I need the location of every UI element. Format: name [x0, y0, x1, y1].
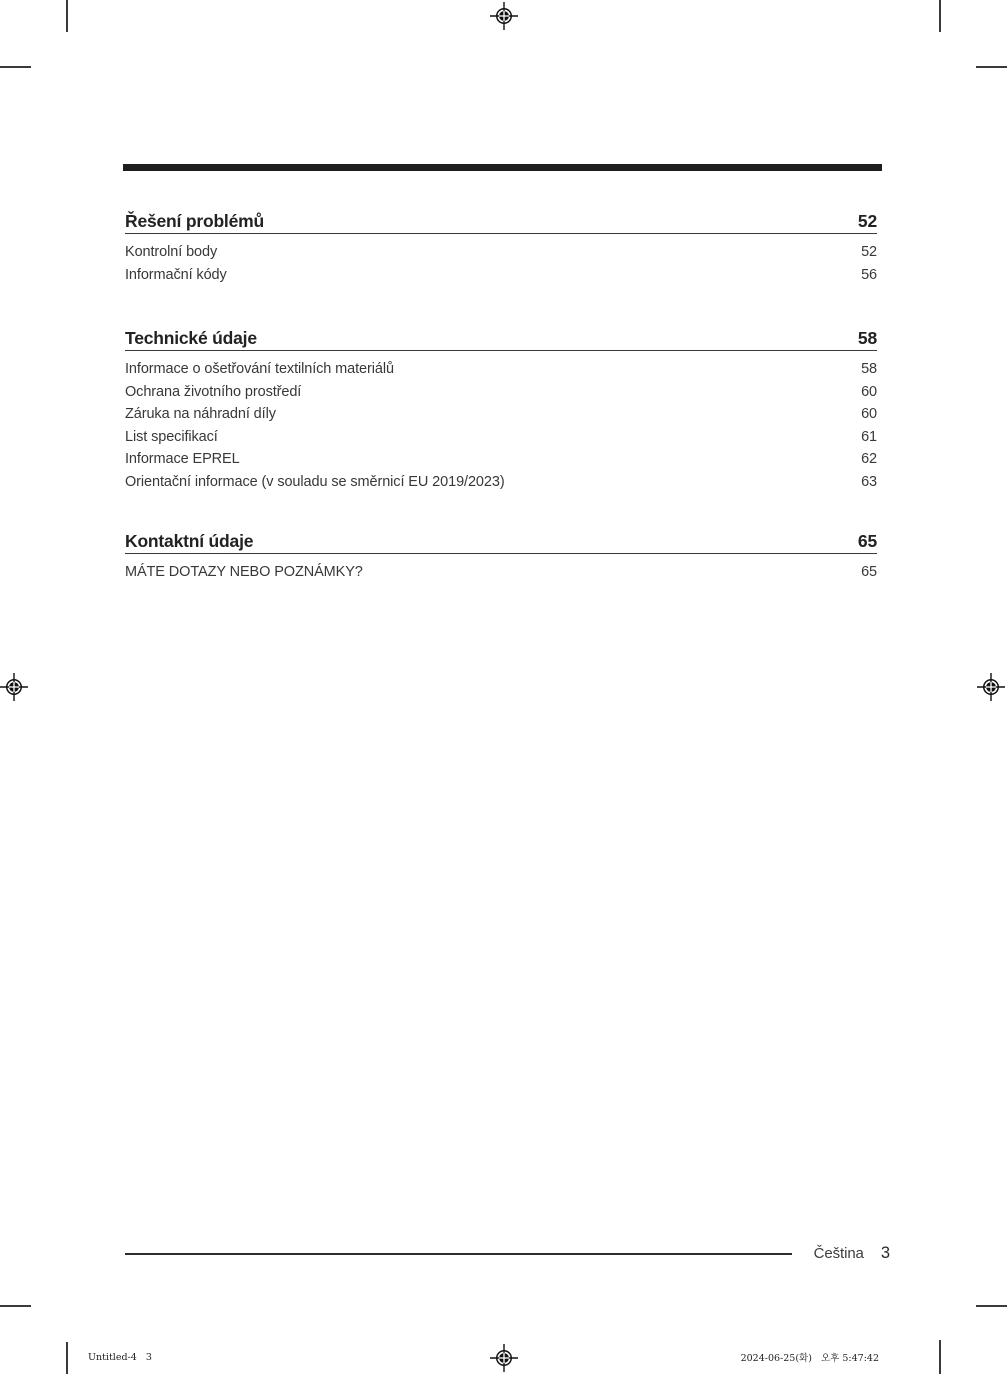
toc-item-label: Orientační informace (v souladu se směrnicí EU 2019/2023)	[125, 473, 505, 490]
toc-section-heading	[125, 326, 877, 351]
toc-item	[125, 471, 877, 494]
crop-mark-bottom-right-vertical	[939, 1340, 941, 1374]
toc-item-label: Informace o ošetřování textilních materiálů	[125, 361, 394, 377]
crop-mark-top-right-vertical	[939, 0, 941, 32]
toc-item	[125, 426, 877, 449]
toc-item-page: 61	[861, 428, 877, 445]
chapter-divider-rule	[123, 164, 882, 171]
toc-item-label: List specifikací	[125, 428, 218, 445]
toc-item-page: 62	[861, 451, 877, 467]
toc-item-label: Kontrolní body	[125, 244, 218, 260]
toc-section-page: 65	[857, 531, 877, 551]
registration-mark-bottom-icon	[490, 1344, 518, 1372]
footer-language-label: Čeština	[813, 1245, 864, 1262]
toc-section-items	[125, 561, 877, 584]
toc-section-title: Kontaktní údaje	[125, 531, 254, 551]
toc-item-label: MÁTE DOTAZY NEBO POZNÁMKY?	[125, 564, 363, 580]
crop-mark-top-left-vertical	[66, 0, 68, 32]
toc-item	[125, 561, 877, 584]
print-slug-timestamp: 2024-06-25(화) 오후 5:47:42	[740, 1353, 879, 1364]
toc-section-heading	[125, 529, 877, 554]
toc-item	[125, 448, 877, 471]
toc-item-page: 65	[861, 564, 877, 580]
toc-section-title: Technické údaje	[125, 328, 257, 348]
page-footer	[125, 1244, 890, 1263]
toc-item-page: 63	[861, 473, 877, 490]
toc-item	[125, 264, 877, 287]
toc-item	[125, 403, 877, 426]
toc-item	[125, 241, 877, 264]
registration-mark-right-icon	[977, 673, 1005, 701]
crop-mark-top-left-horizontal	[0, 66, 31, 68]
crop-mark-bottom-left-horizontal	[0, 1305, 31, 1307]
toc-section-items	[125, 241, 877, 286]
crop-mark-bottom-right-horizontal	[976, 1305, 1007, 1307]
toc-item-page: 52	[861, 244, 877, 260]
toc-item	[125, 381, 877, 404]
registration-mark-left-icon	[0, 673, 28, 701]
toc-section-technicke-udaje	[125, 326, 877, 493]
registration-mark-top-icon	[490, 2, 518, 30]
toc-item-label: Informační kódy	[125, 266, 227, 283]
toc-item-label: Ochrana životního prostředí	[125, 383, 302, 400]
toc-section-reseni-problemu	[125, 209, 877, 286]
crop-mark-bottom-left-vertical	[66, 1342, 68, 1374]
toc-item-label: Záruka na náhradní díly	[125, 406, 276, 422]
print-slug-document-name: Untitled-4 3	[88, 1352, 152, 1363]
toc-section-page: 52	[857, 211, 877, 231]
toc-item-page: 60	[861, 406, 877, 422]
crop-mark-top-right-horizontal	[976, 66, 1007, 68]
toc-item-page: 56	[861, 266, 877, 283]
toc-item-page: 60	[861, 383, 877, 400]
toc-section-heading	[125, 209, 877, 234]
toc-section-kontaktni-udaje	[125, 529, 877, 584]
footer-page-number: 3	[880, 1244, 890, 1262]
toc-item	[125, 358, 877, 381]
toc-section-items	[125, 358, 877, 493]
toc-section-page: 58	[857, 328, 877, 348]
footer-rule	[125, 1253, 792, 1255]
toc-item-page: 58	[861, 361, 877, 377]
toc-item-label: Informace EPREL	[125, 451, 240, 467]
toc-section-title: Řešení problémů	[125, 211, 264, 231]
